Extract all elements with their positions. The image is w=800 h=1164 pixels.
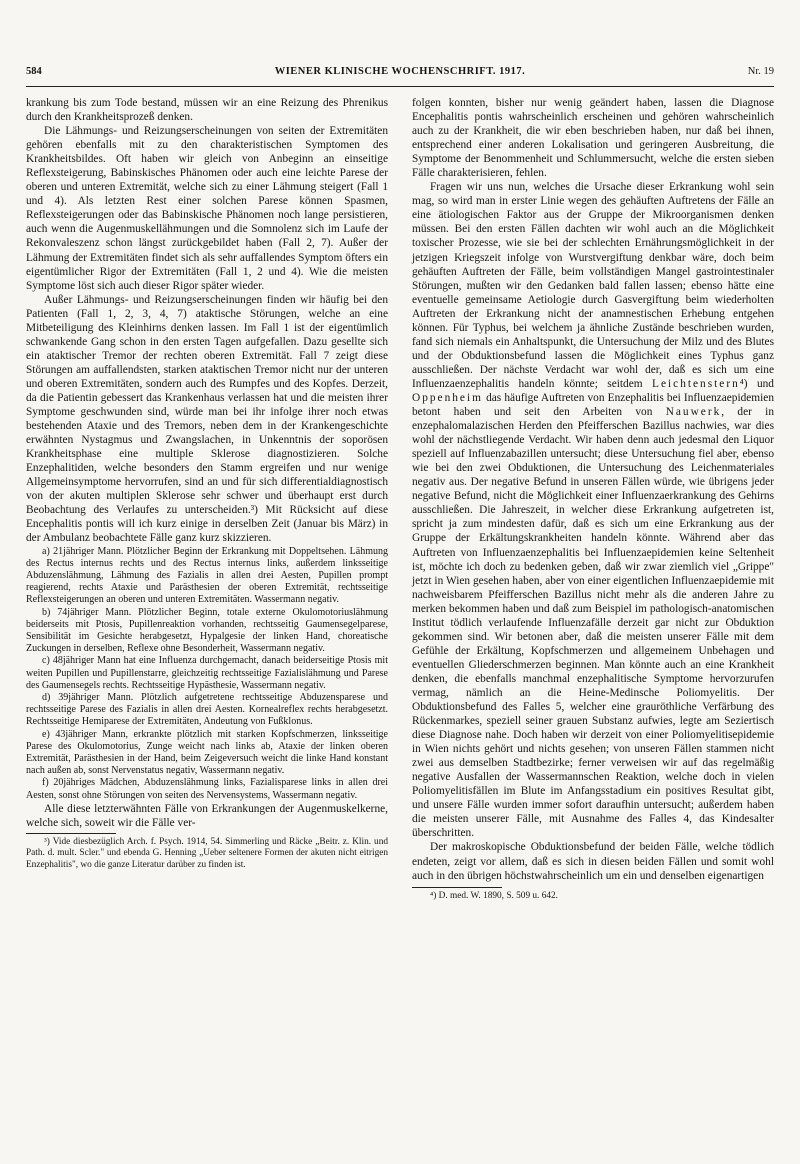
running-header — [26, 66, 774, 82]
case-f: f) 20jähriges Mädchen, Abduzenslähmung links, Fazialisparese links in allen drei Aesten, sonst ohne Störungen von seiten des Nervensystems, Wassermann negativ. — [26, 777, 388, 801]
footnote-3: ³) Vide diesbezüglich Arch. f. Psych. 1914, 54. Simmerling und Räcke „Beitr. z. Klin. und Path. d. mult. Scler." und ebenda G. Henning „Ueber seltenere Formen der akuten nicht eitrigen Enzephalitis", wo die ganze Literatur darüber zu finden ist. — [26, 836, 388, 870]
journal-title: WIENER KLINISCHE WOCHENSCHRIFT. 1917. — [274, 66, 526, 77]
right-column — [412, 96, 774, 902]
case-d: d) 39jähriger Mann. Plötzlich aufgetretene rechtsseitige Abduzensparese und rechtsseitige Parese des Fazialis in allen drei Aesten. Kornealreflex rechts herabgesetzt. Rechtsseitige Hemiparese der Extremitäten, Andeutung von Fußklonus. — [26, 691, 388, 728]
left-paragraph-1: krankung bis zum Tode bestand, müssen wir an eine Reizung des Phrenikus durch den Krankheitsprozeß denken. — [26, 97, 388, 124]
right-paragraph-1: folgen konnten, bisher nur wenig geändert haben, lassen die Diagnose Encephalitis pontis wahrscheinlich erscheinen und gehören wahrscheinlich auch zu der Krankheit, die wir eben beschrieben haben, nur daß bei ihnen, entsprechend einer anderen Lokalisation und geringeren Ausbreitung, die Symptome der Benommenheit und Schlummersucht, welche die ersten sieben Fälle charakterisieren, fehlen. — [412, 97, 774, 180]
case-c: c) 48jähriger Mann hat eine Influenza durchgemacht, danach beiderseitige Ptosis mit weiten Pupillen und Pupillenstarre, gleichzeitig rechtsseitige Fazialislähmung und Parese des Gaumensegels rechts. Rechtsseitige Hypästhesie, Wassermann negativ. — [26, 655, 388, 691]
right-paragraph-2-part-a: Fragen wir uns nun, welches die Ursache dieser Erkrankung wohl sein mag, so wird man in erster Linie wegen des gehäuften Auftretens der Fälle an eine ätiologischen Faktor aus der Gruppe der Mikroorganismen denken müssen. Bei den ersten Fällen dachten wir wohl auch an die Möglichkeit toxischer Prozesse, wie sie bei der schlechten Ernährungsmöglichkeit in der jetzigen Kriegszeit infolge von Wurstvergiftung denkbar wäre, doch beim gehäuften Auftreten der Fälle, beim vollständigen Mangel gastrointestinaler Störungen, mußten wir den Gedanken bald fallen lassen; ebenso hätte eine eventuelle gemeinsame Aetiologie durch Gasvergiftung beim wiederholten Auftreten der Erkrankung nicht der anamnestischen Erhebung entgehen können. Für Typhus, bei welchem ja ähnliche Zustände beschrieben wurden, fand sich niemals ein Anhaltspunkt, die Untersuchung der Milz und des Blutes und der Obduktionsbefund lassen die Möglichkeit eines Typhus ganz ausschließen. Der nächste Verdacht war wohl der, daß es sich um eine Influenzaenzephalitis handeln könnte; seitdem — [412, 181, 774, 390]
author-leichtenstern: Leichtenstern — [652, 377, 740, 390]
left-paragraph-2: Die Lähmungs- und Reizungserscheinungen von seiten der Extremitäten gehören ebenfalls mit zu den charakteristischen Symptomen des Krankheitsbildes. Oft haben wir gleich von Anbeginn an einseitige Reflexsteigerung, Babinskisches Phänomen oder auch eine leichte Parese der oberen und unteren Extremität, welche sich zu einer Lähmung steigert (Fall 1 und 4). Als letzten Rest einer solchen Parese können Spasmen, Reflexsteigerungen oder das Babinskische Phänomen noch lange persistieren, auch wenn die Augenmuskellähmungen und die Somnolenz sich im Laufe der Rekonvaleszenz schon längst zurückgebildet haben (Fall 2, 7). Außer der Lähmung der Extremitäten findet sich als sehr auffallendes Symptom öfters ein eigentümlicher Rigor der Extremitäten (Fall 1, 2 und 4). Wie die meisten Symptome löst sich auch dieser Rigor später wieder. — [26, 125, 388, 292]
footnote-rule-right — [412, 887, 502, 888]
issue-number: Nr. 19 — [747, 66, 774, 77]
left-paragraph-3: Außer Lähmungs- und Reizungserscheinungen finden wir häufig bei den Patienten (Fall 1, 2, 3, 4, 7) ataktische Störungen, welche an eine Mitbeteiligung des Kleinhirns denken lassen. Im Fall 1 ist der eigentümlich schwankende Gang schon in den ersten Tagen aufgefallen. Dazu gesellte sich ein ataktischer Tremor der rechten oberen Extremität. Fall 7 zeigt diese Störungen am auffallendsten, starken ataktischen Tremor nicht nur der unteren und oberen Extremitäten, sondern auch des Rumpfes und des Kopfes. Derzeit, da die Patientin gebessert das Krankenhaus verlassen hat und die meisten ihrer Symptome geschwunden sind, würde man bei ihr infolge ihrer noch etwas bestehenden Ataxie und des Tremors, neben dem in der Krankengeschichte erwähnten Nystagmus und Zwangslachen, in Unkenntnis der soporösen Krankheitsphase eine multiple Sklerose diagnostizieren. Solche Enzephalitiden, welche besonders den Stamm ergreifen und nur wenige Allgemeinsymptome hervorrufen, sind an und für sich differentialdiagnostisch von der akuten multiplen Sklerose sehr schwer und überhaupt erst durch Beobachtung des Verlaufes zu unterscheiden.³) Mit Rücksicht auf diese Encephalitis pontis will ich kurz einige in derselben Zeit (Januar bis März) in der Ambulanz beobachtete Fälle ganz kurz skizzieren. — [26, 293, 388, 545]
page-number: 584 — [26, 66, 42, 77]
right-paragraph-2-part-c: das häufige Auftreten von Enzephalitis bei Influenzaepidemien betont haben und seit den Arbeiten von — [412, 391, 774, 419]
footnote-rule — [26, 833, 116, 834]
case-b: b) 74jähriger Mann. Plötzlicher Beginn, totale externe Okulomotoriuslähmung beiderseits mit Ptosis, Pupillenreaktion vorhanden, rechtsseitig Gaumensegelparese, Sensibilität im Gesichte herabgesetzt, Hypalgesie der linken Hand, choreatische Zuckungen in derselben, Reflexe ohne Besonderheit, Wassermann negativ. — [26, 606, 388, 655]
case-e: e) 43jähriger Mann, erkrankte plötzlich mit starken Kopfschmerzen, linksseitige Parese des Okulomotorius, Zunge weicht nach links ab, Ataxie der linken oberen Extremität, Parästhesien in der Hand, beim Zeigeversuch weicht die linke Hand konstant nach außen ab, sonst Nervenstatus negativ, Wassermann negativ. — [26, 728, 388, 777]
right-paragraph-2-part-b: ⁴) und — [739, 377, 774, 390]
left-paragraph-4: Alle diese letzterwähnten Fälle von Erkrankungen der Augenmuskelkerne, welche sich, soweit wir die Fälle ver- — [26, 802, 388, 829]
footnote-4: ⁴) D. med. W. 1890, S. 509 u. 642. — [430, 890, 558, 901]
right-paragraph-3: Der makroskopische Obduktionsbefund der beiden Fälle, welche tödlich endeten, zeigt vor allem, daß es sich in diesen beiden Fällen und somit wohl auch in den übrigen höchstwahrscheinlich um ein und denselben eigenartigen — [412, 841, 774, 882]
right-paragraph-2-part-d: , der in enzephalomalazischen Herden den Pfeifferschen Bazillus nachwies, war dies wohl der nächstliegende Verdacht. Wir haben denn auch jedesmal den Liquor speziell auf Influenzabazillen untersucht; diese Untersuchung fiel aber, ebenso wie bei den zwei Obduktionen, die Untersuchung des Leichenmateriales negativ aus. Der negative Befund in unseren Fällen würde, wie übrigens jeder negative Befund, nicht die Möglichkeit einer Influenzaerkrankung des Gehirns ausschließen. Die Jahreszeit, in welcher diese Erkrankung aufgetreten ist, spricht ja zum mindesten dafür, daß es sich um eine Erkrankung aus der Gruppe der Erkältungskrankheiten handeln könnte. Während aber das Auftreten von Influenzaenzephalitis bei Influenzaepidemien keine Seltenheit ist, möchte ich doch zu bedenken geben, daß wir zwar ziemlich viel „Grippe" jetzt in Wien gesehen haben, aber von einer eigentlichen Influenzaepidemie mit nachweisbarem Pfeifferschen Bazillus nicht mehr als die anderen Jahre zu merken bekommen haben und daß zum Beispiel im pathologisch-anatomischen Institut tödlich verlaufende Influenzafälle derzeit gar nicht zur Obduktion gekommen sind. Wir betonen aber, daß die meisten unserer Fälle mit dem Gefühle der Erkältung, Kopfschmerzen und allgemeinem Unbehagen und eventuellen Gliederschmerzen beginnen. Man könnte auch an eine Krankheit denken, die ebenfalls manchmal enzephalitische Symptome hervorzurufen vermag, nämlich an die Heine-Medinsche Poliomyelitis. Der Obduktionsbefund des Falles 5, welcher eine grauröthliche Verfärbung des Rückenmarkes, speziell seiner grauen Substanz aufwies, legte am Seziertisch diese Diagnose nahe. Doch haben wir derzeit von einer Poliomyelitisepidemie in Wien nichts gehört und nichts gesehen; von unseren Fällen stammen nicht zwei aus demselben Stadtbezirke; ferner verweisen wir auf das regelmäßig negative Ausfallen der Wassermannschen Reaktion, welche doch in vielen Poliomyelitisfällen im Blute im Anfangsstadium ein positives Resultat gibt, und unsere Fälle wurden immer sofort daraufhin untersucht; außerdem haben die meisten unserer Fälle, mit Ausnahme des Falles 4, das Kindesalter überschritten. — [412, 406, 774, 840]
header-rule — [26, 86, 774, 87]
author-nauwerk: Nauwerk — [665, 406, 722, 419]
case-a: a) 21jähriger Mann. Plötzlicher Beginn der Erkrankung mit Doppeltsehen. Lähmung des Rectus internus rechts und des Rectus internus links, außerdem linksseitige Abduzenslähmung, Lähmung des Fazialis in allen drei Aesten, Pupillen prompt reagierend, rechts Ataxie und Parästhesien der oberen Extremität, rechtsseitige Reflexsteigerungen an oberen und unteren Extremitäten. Wassermann negativ. — [26, 545, 388, 606]
right-paragraph-2 — [412, 180, 774, 840]
left-column — [26, 96, 388, 871]
author-oppenheim: Oppenheim — [412, 391, 483, 404]
